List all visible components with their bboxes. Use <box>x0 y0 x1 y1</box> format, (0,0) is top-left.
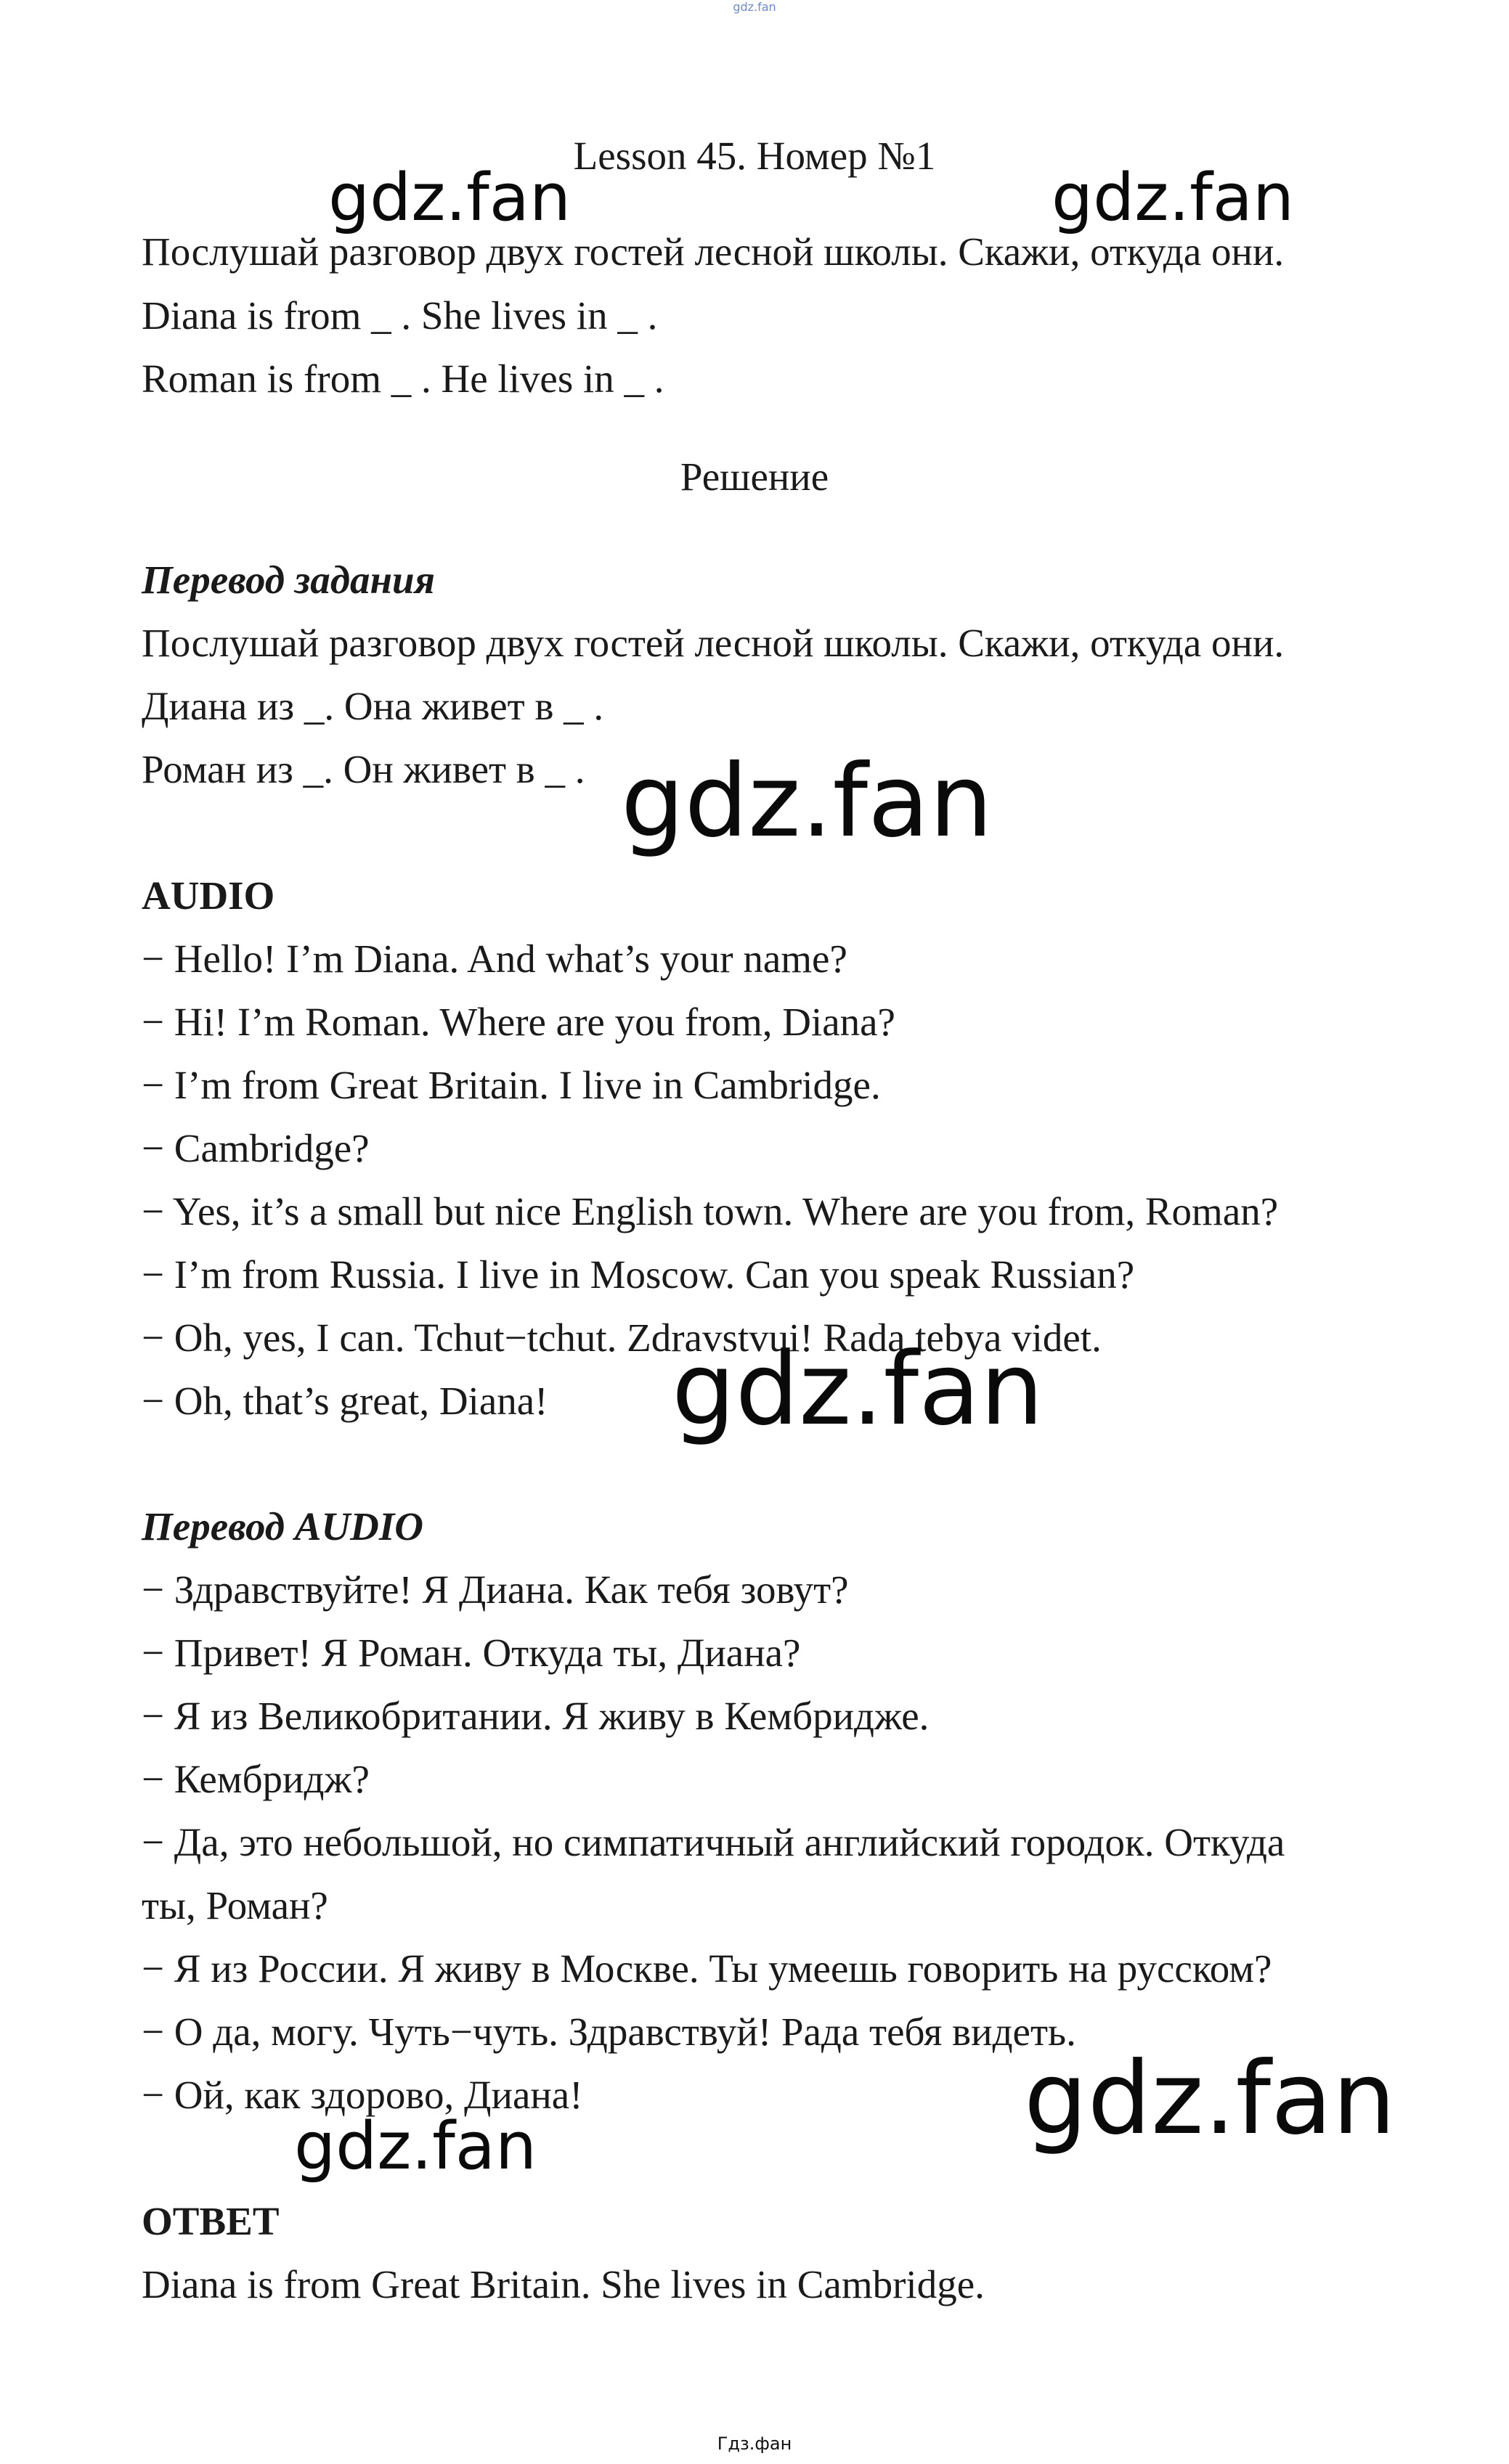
lesson-title: Lesson 45. Номер №1 <box>573 134 936 178</box>
audio-line-5: − Yes, it’s a small but nice English town. Where are you from, Roman? <box>142 1189 1279 1233</box>
translation-line-3: Роман из _. Он живет в _ . <box>142 747 585 791</box>
watermark: gdz.fan <box>1024 2040 1396 2157</box>
task-line-2: Diana is from _ . She lives in _ . <box>142 293 658 338</box>
audio-translation-line-8: − О да, могу. Чуть−чуть. Здравствуй! Рада тебя видеть. <box>142 2010 1076 2054</box>
audio-translation-line-2: − Привет! Я Роман. Откуда ты, Диана? <box>142 1631 801 1675</box>
audio-translation-line-5: − Да, это небольшой, но симпатичный английский городок. Откуда <box>142 1820 1285 1864</box>
audio-line-1: − Hello! I’m Diana. And what’s your name? <box>142 937 847 981</box>
audio-line-6: − I’m from Russia. I live in Moscow. Can you speak Russian? <box>142 1252 1135 1297</box>
audio-translation-line-4: − Кембридж? <box>142 1757 370 1801</box>
answer-heading: ОТВЕТ <box>142 2199 280 2243</box>
watermark: gdz.fan <box>294 2108 537 2184</box>
watermark: gdz.fan <box>672 1331 1044 1448</box>
translation-heading: Перевод задания <box>142 558 435 602</box>
audio-line-8: − Oh, that’s great, Diana! <box>142 1379 548 1423</box>
audio-translation-line-3: − Я из Великобритании. Я живу в Кембридже. <box>142 1694 930 1738</box>
audio-line-7: − Oh, yes, I can. Tchut−tchut. Zdravstvui! Rada tebya videt. <box>142 1315 1102 1360</box>
watermark: gdz.fan <box>621 743 993 860</box>
audio-heading: AUDIO <box>142 873 275 918</box>
watermark: gdz.fan <box>1052 160 1294 236</box>
translation-line-2: Диана из _. Она живет в _ . <box>142 684 604 728</box>
audio-translation-line-7: − Я из России. Я живу в Москве. Ты умеешь говорить на русском? <box>142 1946 1272 1991</box>
audio-line-3: − I’m from Great Britain. I live in Cambridge. <box>142 1063 881 1107</box>
watermark: gdz.fan <box>328 160 571 236</box>
audio-translation-line-6: ты, Роман? <box>142 1883 328 1927</box>
task-line-3: Roman is from _ . He lives in _ . <box>142 356 664 401</box>
audio-translation-heading: Перевод AUDIO <box>142 1504 424 1549</box>
task-line-1: Послушай разговор двух гостей лесной школы. Скажи, откуда они. <box>142 229 1285 274</box>
solution-heading: Решение <box>680 454 829 499</box>
footer-label: Гдз.фан <box>717 2434 792 2454</box>
translation-line-1: Послушай разговор двух гостей лесной школы. Скажи, откуда они. <box>142 621 1285 665</box>
audio-translation-line-9: − Ой, как здорово, Диана! <box>142 2073 583 2117</box>
audio-translation-line-1: − Здравствуйте! Я Диана. Как тебя зовут? <box>142 1567 849 1612</box>
audio-line-2: − Hi! I’m Roman. Where are you from, Diana? <box>142 1000 895 1044</box>
answer-text: Diana is from Great Britain. She lives in Cambridge. <box>142 2262 985 2306</box>
audio-line-4: − Cambridge? <box>142 1126 370 1170</box>
header-watermark: gdz.fan <box>733 0 776 14</box>
